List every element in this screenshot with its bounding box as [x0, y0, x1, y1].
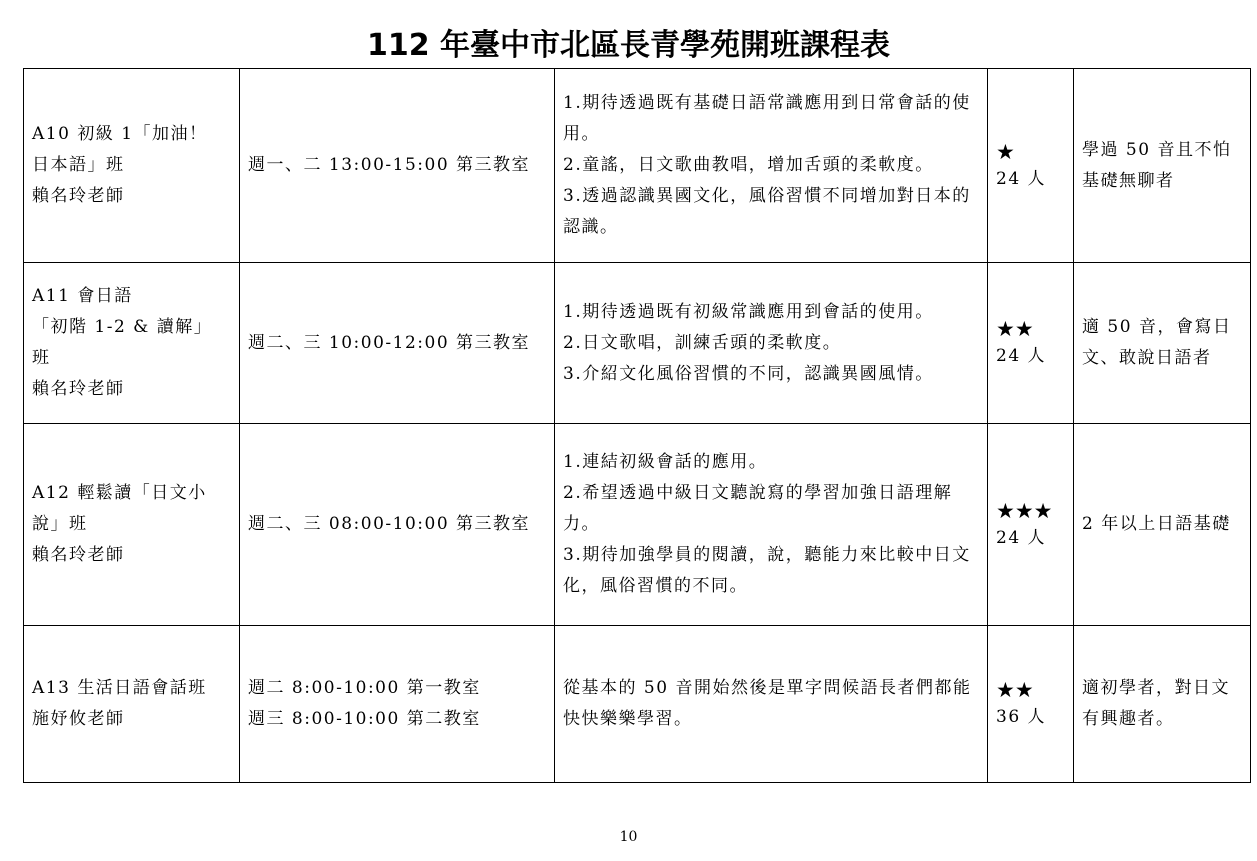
requirement-text: 2 年以上日語基礎	[1082, 514, 1231, 534]
course-name-line: 「初階 1-2 & 讀解」	[32, 317, 213, 337]
capacity-text: 36 人	[996, 707, 1047, 727]
page-title: 112 年臺中市北區長青學苑開班課程表	[366, 28, 891, 63]
schedule-line: 週一、二 13:00-15:00 第三教室	[248, 155, 531, 175]
schedule-cell	[240, 424, 555, 626]
description-item: 3.期待加強學員的閱讀，說，聽能力來比較中日文化，風俗習慣的不同。	[563, 545, 971, 596]
requirement-cell	[1074, 626, 1251, 783]
course-name-line: A12 輕鬆讀「日文小	[32, 483, 207, 503]
schedule-cell	[240, 626, 555, 783]
star-rating-icon: ★★	[996, 317, 1034, 341]
course-name-cell	[24, 626, 240, 783]
description-item: 從基本的 50 音開始然後是單字問候語長者們都能快快樂樂學習。	[563, 678, 972, 729]
requirement-cell	[1074, 424, 1251, 626]
requirement-cell	[1074, 263, 1251, 424]
course-table	[23, 68, 1251, 783]
description-cell	[555, 626, 988, 783]
star-rating-icon: ★	[996, 139, 1015, 164]
table-row	[24, 69, 1251, 263]
course-name-line: A10 初級 1「加油！	[32, 124, 208, 144]
description-cell	[555, 263, 988, 424]
level-cell	[988, 69, 1074, 263]
requirement-cell	[1074, 69, 1251, 263]
description-item: 2.希望透過中級日文聽說寫的學習加強日語理解力。	[563, 483, 953, 534]
capacity-text: 24 人	[996, 346, 1047, 366]
requirement-text: 適初學者，對日文有興趣者。	[1082, 678, 1230, 729]
description-item: 2.童謠，日文歌曲教唱，增加舌頭的柔軟度。	[563, 155, 934, 175]
teacher-name: 賴名玲老師	[32, 379, 125, 399]
schedule-line: 週三 8:00-10:00 第二教室	[248, 709, 481, 729]
description-item: 3.透過認識異國文化，風俗習慣不同增加對日本的認識。	[563, 186, 971, 237]
table-row	[24, 424, 1251, 626]
table-row	[24, 263, 1251, 424]
schedule-line: 週二、三 08:00-10:00 第三教室	[248, 514, 531, 534]
description-item: 1.連結初級會話的應用。	[563, 452, 768, 472]
course-name-line: 日本語」班	[32, 155, 125, 175]
schedule-cell	[240, 69, 555, 263]
description-item: 1.期待透過既有初級常識應用到會話的使用。	[563, 301, 934, 322]
teacher-name: 賴名玲老師	[32, 186, 125, 206]
course-name-line: A13 生活日語會話班	[32, 678, 207, 698]
course-name-line: 說」班	[32, 514, 88, 534]
requirement-text: 適 50 音，會寫日文、敢說日語者	[1082, 317, 1232, 368]
description-item: 1.期待透過既有基礎日語常識應用到日常會話的使用。	[563, 93, 971, 144]
schedule-line: 週二 8:00-10:00 第一教室	[248, 678, 481, 698]
teacher-name: 賴名玲老師	[32, 545, 125, 565]
course-name-line: 班	[32, 348, 51, 368]
course-name-cell	[24, 263, 240, 424]
star-rating-icon: ★★★	[996, 498, 1053, 523]
capacity-text: 24 人	[996, 527, 1047, 548]
teacher-name: 施妤攸老師	[32, 709, 125, 729]
capacity-text: 24 人	[996, 168, 1047, 189]
requirement-text: 學過 50 音且不怕基礎無聊者	[1082, 139, 1232, 191]
star-rating-icon: ★★	[996, 678, 1034, 702]
course-name-cell	[24, 69, 240, 263]
schedule-cell	[240, 263, 555, 424]
description-item: 3.介紹文化風俗習慣的不同，認識異國風情。	[563, 363, 934, 384]
description-item: 2.日文歌唱，訓練舌頭的柔軟度。	[563, 332, 842, 353]
course-name-line: A11 會日語	[32, 286, 133, 306]
page-number: 10	[619, 829, 638, 845]
schedule-line: 週二、三 10:00-12:00 第三教室	[248, 332, 531, 353]
course-name-cell	[24, 424, 240, 626]
description-cell	[555, 69, 988, 263]
level-cell	[988, 626, 1074, 783]
level-cell	[988, 424, 1074, 626]
table-row	[24, 626, 1251, 783]
level-cell	[988, 263, 1074, 424]
description-cell	[555, 424, 988, 626]
